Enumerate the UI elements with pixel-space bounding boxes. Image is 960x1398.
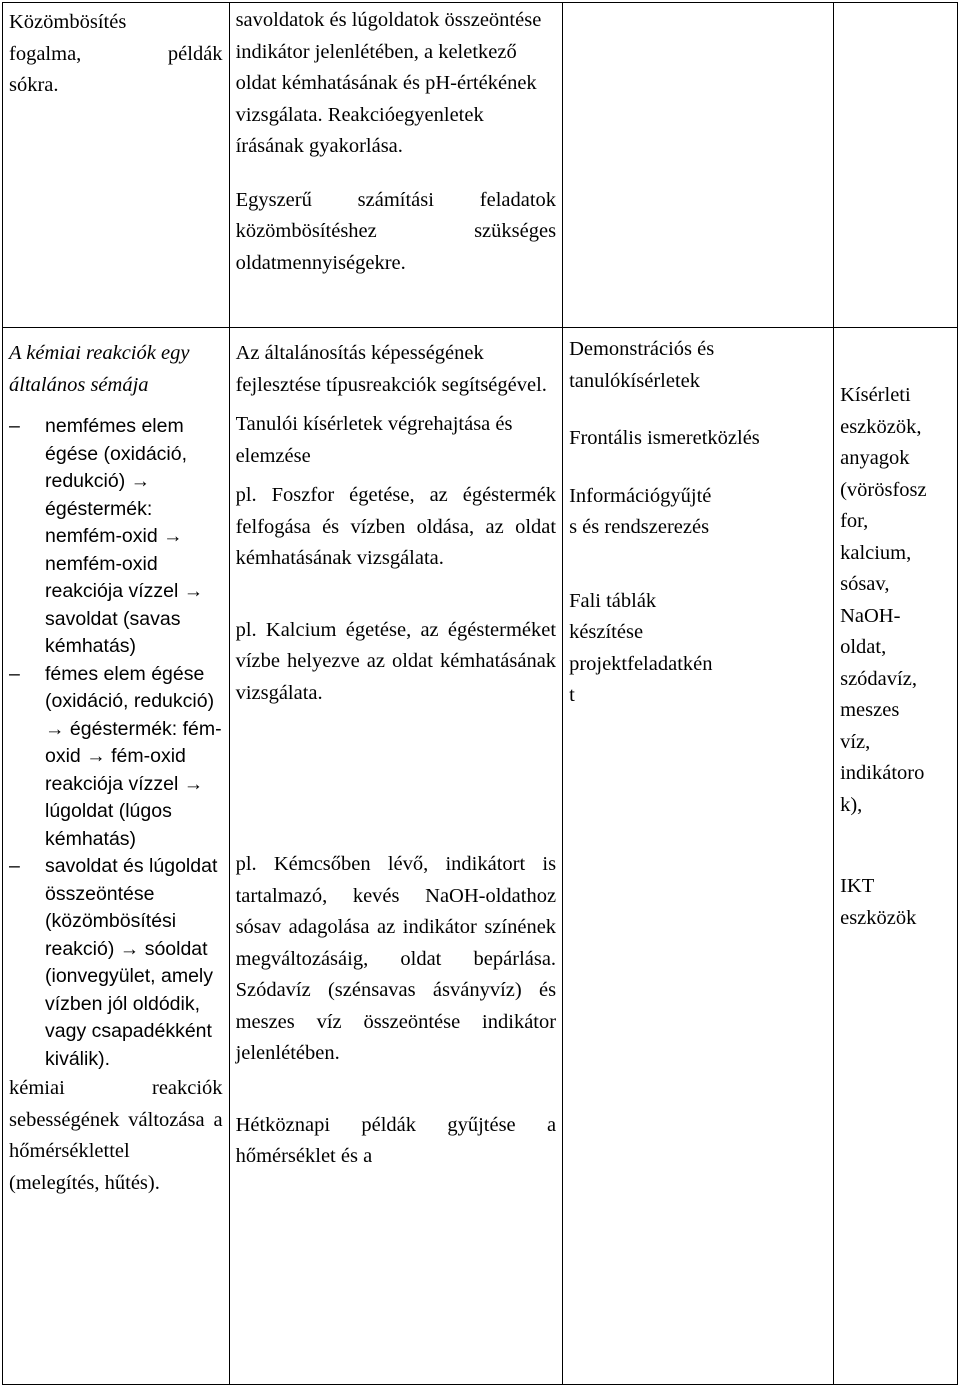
tools-line: eszközök, bbox=[840, 415, 922, 438]
list-item-text: fémes elem égése (oxidáció, redukció) → égéstermék: fém-oxid → fém-oxid reakciója vízzel → lúgoldat (lúgos kémhatás) bbox=[45, 662, 222, 850]
tools-line: for, bbox=[840, 510, 869, 532]
list-item bbox=[9, 853, 223, 1073]
curriculum-table bbox=[2, 2, 958, 1385]
tools-line: Kísérleti bbox=[840, 384, 911, 406]
tools-line: (vörösfosz bbox=[840, 478, 927, 501]
tools-list bbox=[840, 380, 951, 821]
tools-line: indikátoro bbox=[840, 762, 925, 784]
tools-cell bbox=[834, 328, 958, 1385]
method-text bbox=[569, 481, 827, 544]
tools-line: NaOH- bbox=[840, 604, 901, 627]
tools-line: k), bbox=[840, 793, 863, 816]
topic-word: példák bbox=[167, 42, 223, 65]
topic-text: kémiai reakciók sebességének változása a hőmérséklettel (melegítés, hűtés). bbox=[9, 1077, 223, 1194]
activity-text: pl. Foszfor égetése, az égéstermék felfogása és vízben oldása, az oldat kémhatásának vizsgálata. bbox=[235, 484, 557, 569]
activity-text: pl. Kémcsőben lévő, indikátort is tartalmazó, kevés NaOH-oldathoz sósav adagolása az indikátor színének megváltozásáig, oldat bepárlása. Szódavíz (szénsavas ásványvíz) és meszes víz összeöntése indikátor jelenlétében. bbox=[235, 853, 557, 1064]
activity-cell bbox=[229, 3, 563, 328]
topic-cell bbox=[3, 328, 230, 1385]
tools-line: víz, bbox=[840, 730, 871, 753]
tools-line: IKT bbox=[840, 875, 875, 897]
method-text bbox=[569, 586, 827, 712]
activity-text: savoldatok és lúgoldatok összeöntése indikátor jelenlétében, a keletkező oldat kémhatásának és pH-értékének vizsgálata. Reakcióegyenletek írásának gyakorlása. bbox=[235, 9, 542, 157]
tools-line: kalcium, bbox=[840, 541, 912, 564]
table-row bbox=[3, 3, 958, 328]
method-line: s és rendszerezés bbox=[569, 516, 710, 538]
dash-bullet: – bbox=[9, 855, 20, 877]
topic-line: Közömbösítés bbox=[9, 11, 127, 33]
topic-line: sókra. bbox=[9, 74, 59, 96]
tools-line: anyagok bbox=[840, 447, 910, 469]
method-cell bbox=[563, 3, 834, 328]
activity-text: Hétköznapi példák gyűjtése a hőmérséklet és a bbox=[235, 1113, 557, 1167]
tools-line: eszközök bbox=[840, 906, 917, 929]
topic-word: fogalma, bbox=[9, 42, 82, 65]
topic-line bbox=[9, 39, 223, 71]
tools-cell bbox=[834, 3, 958, 328]
method-text: Frontális ismeretközlés bbox=[569, 427, 760, 449]
activity-text: Egyszerű számítási feladatok közömbösítéshez szükséges oldatmennyiségekre. bbox=[235, 188, 557, 274]
tools-line: meszes bbox=[840, 699, 900, 721]
ikt-block bbox=[840, 871, 951, 934]
list-item bbox=[9, 661, 223, 854]
list-item bbox=[9, 413, 223, 661]
activity-text: Tanulói kísérletek végrehajtása és elemzése bbox=[235, 413, 513, 467]
list-item-text: savoldat és lúgoldat összeöntése (közömbösítési reakció) → sóoldat (ionvegyület, amely vízben jól oldódik, vagy csapadékként kiválik). bbox=[45, 855, 218, 1070]
tools-line: szódavíz, bbox=[840, 667, 917, 690]
method-line: projektfeladatkén bbox=[569, 652, 713, 675]
activity-cell bbox=[229, 328, 563, 1385]
method-line: Információgyűjté bbox=[569, 484, 712, 507]
activity-text: Az általánosítás képességének fejlesztése típusreakciók segítségével. bbox=[235, 342, 547, 396]
method-line: Fali táblák bbox=[569, 589, 657, 612]
dash-bullet: – bbox=[9, 415, 20, 437]
dash-bullet: – bbox=[9, 662, 20, 685]
tools-line: oldat, bbox=[840, 636, 887, 658]
topic-cell bbox=[3, 3, 230, 328]
method-line: t bbox=[569, 684, 575, 706]
method-text: Demonstrációs és tanulókísérletek bbox=[569, 338, 715, 392]
reaction-list bbox=[9, 413, 223, 1073]
method-cell bbox=[563, 328, 834, 1385]
section-heading: A kémiai reakciók egy általános sémája bbox=[9, 342, 190, 396]
activity-text: pl. Kalcium égetése, az égésterméket vízbe helyezve az oldat kémhatásának vizsgálata. bbox=[235, 618, 557, 704]
table-row bbox=[3, 328, 958, 1385]
list-item-text: nemfémes elem égése (oxidáció, redukció) → égéstermék: nemfém-oxid → nemfém-oxid reakciója vízzel → savoldat (savas kémhatás) bbox=[45, 415, 204, 657]
method-line: készítése bbox=[569, 621, 644, 643]
tools-line: sósav, bbox=[840, 573, 890, 595]
